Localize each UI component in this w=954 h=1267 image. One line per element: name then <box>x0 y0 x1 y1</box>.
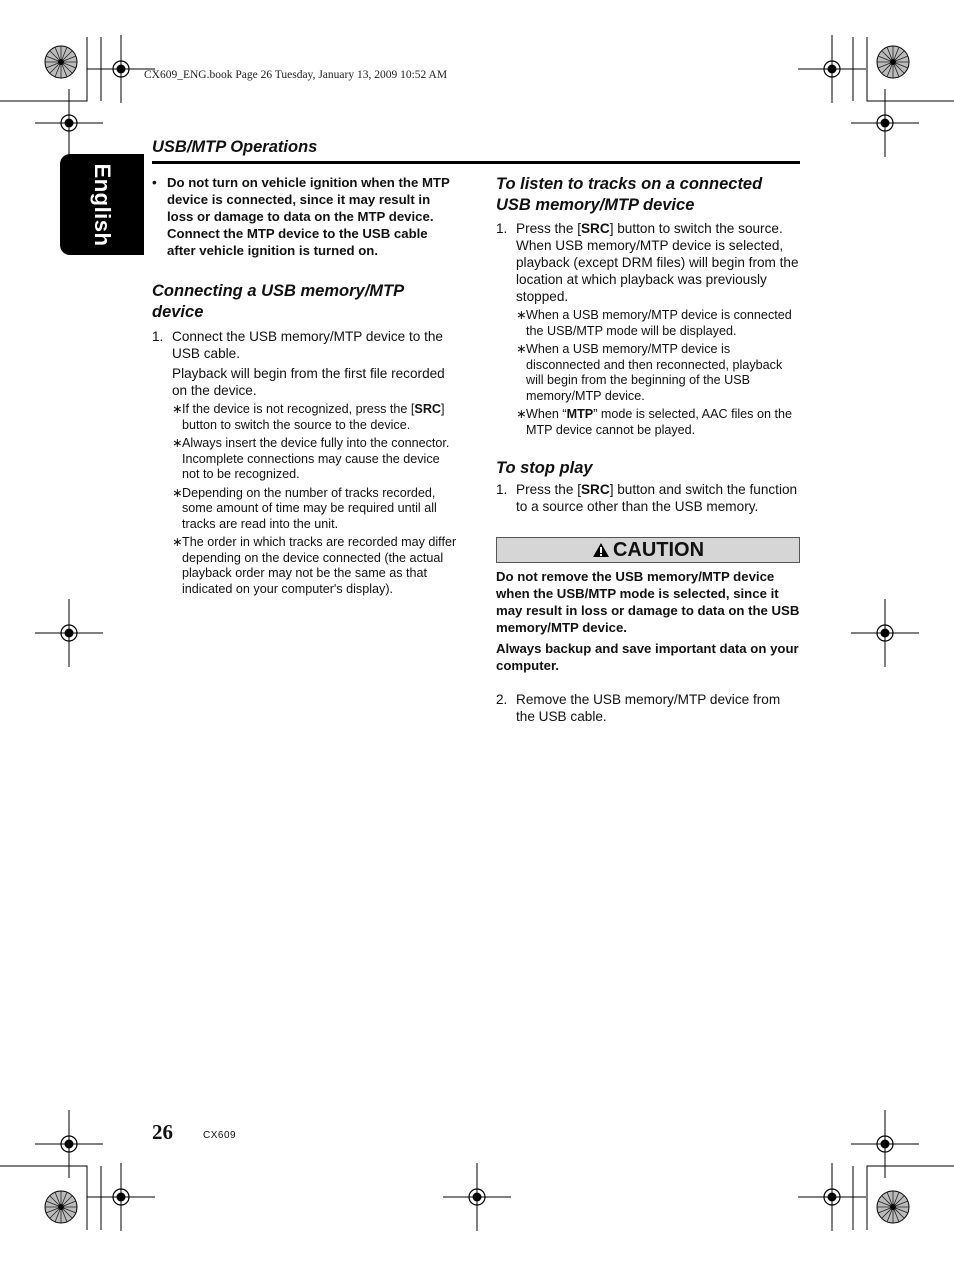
stop-step-1-text: Press the [SRC] button and switch the function to a source other than the USB memory. <box>516 482 798 514</box>
src-key-label: SRC <box>580 221 610 236</box>
connect-notes <box>172 402 458 597</box>
note-text: When “MTP” mode is selected, AAC files on the MTP device cannot be played. <box>526 407 792 437</box>
asterisk-icon: ∗ <box>516 308 527 322</box>
note-item <box>172 402 458 433</box>
listen-step-1 <box>496 220 800 438</box>
warning-bullet <box>152 174 458 259</box>
remove-step-2 <box>496 691 800 725</box>
src-key-label: SRC <box>414 402 442 416</box>
bullet-icon: • <box>152 175 157 190</box>
src-key-label: SRC <box>580 482 610 497</box>
caution-label: CAUTION <box>612 538 705 561</box>
step-number: 1. <box>152 329 164 344</box>
note-item <box>516 342 800 404</box>
listen-notes <box>516 308 800 438</box>
listen-heading: To listen to tracks on a connected USB memory/MTP device <box>496 175 763 214</box>
asterisk-icon: ∗ <box>172 485 183 500</box>
note-text: When a USB memory/MTP device is disconnected and then reconnected, playback will begin from the beginning of the USB memory/MTP device. <box>526 342 783 403</box>
connect-step-1 <box>152 328 458 597</box>
note-text: Always insert the device fully into the connector. Incomplete connections may cause the device not to be recognized. <box>182 436 450 481</box>
left-column <box>152 174 458 597</box>
file-header-line: CX609_ENG.book Page 26 Tuesday, January 13, 2009 10:52 AM <box>144 69 448 81</box>
note-item <box>516 308 800 339</box>
page-number: 26 <box>152 1120 173 1144</box>
connect-heading: Connecting a USB memory/MTP device <box>152 282 404 321</box>
right-column <box>496 174 800 725</box>
section-rule <box>152 161 800 164</box>
connect-step-1-follow: Playback will begin from the first file recorded on the device. <box>172 366 445 398</box>
section-title: USB/MTP Operations <box>152 138 318 156</box>
warning-text: Do not turn on vehicle ignition when the MTP device is connected, since it may result in loss or damage to data on the MTP device. Connect the MTP device to the USB cable after vehicle ignition is turned on. <box>167 175 450 258</box>
note-item <box>172 535 458 597</box>
step-number: 1. <box>496 482 508 497</box>
listen-step-1-text: Press the [SRC] button to switch the source. When USB memory/MTP device is selected, playback (except DRM files) will begin from the location at which playback was previously stopped. <box>516 221 799 304</box>
mtp-mode-label: MTP <box>566 407 594 421</box>
note-text: The order in which tracks are recorded may differ depending on the device connected (the actual playback order may not be the same as that indicated on your computer's display). <box>182 535 457 596</box>
stop-heading: To stop play <box>496 459 593 477</box>
note-item <box>172 436 458 483</box>
asterisk-icon: ∗ <box>516 342 527 356</box>
language-tab-label: English <box>90 163 115 246</box>
asterisk-icon: ∗ <box>516 407 527 421</box>
step-number: 2. <box>496 692 508 707</box>
note-item <box>172 486 458 533</box>
remove-step-2-text: Remove the USB memory/MTP device from the USB cable. <box>516 692 781 724</box>
connect-step-1-text: Connect the USB memory/MTP device to the USB cable. <box>172 329 443 361</box>
note-text: ] button to switch the source to the device. <box>182 402 445 432</box>
warning-triangle-icon <box>592 542 610 558</box>
stop-step-1 <box>496 481 800 515</box>
note-item <box>516 407 800 438</box>
note-text: When a USB memory/MTP device is connected the USB/MTP mode will be displayed. <box>526 308 792 338</box>
caution-paragraph-1: Do not remove the USB memory/MTP device when the USB/MTP mode is selected, since it may result in loss or damage to data on the USB memory/MTP device. <box>496 569 800 635</box>
caution-banner <box>496 537 800 563</box>
step-number: 1. <box>496 221 508 236</box>
note-text: Depending on the number of tracks recorded, some amount of time may be required until all tracks are read into the unit. <box>182 485 437 531</box>
note-text: If the device is not recognized, press the [ <box>182 402 415 416</box>
language-tab <box>60 154 144 255</box>
asterisk-icon: ∗ <box>172 402 183 416</box>
asterisk-icon: ∗ <box>172 436 183 450</box>
asterisk-icon: ∗ <box>172 535 183 549</box>
model-label: CX609 <box>203 1130 237 1141</box>
caution-paragraph-2: Always backup and save important data on your computer. <box>496 641 799 673</box>
